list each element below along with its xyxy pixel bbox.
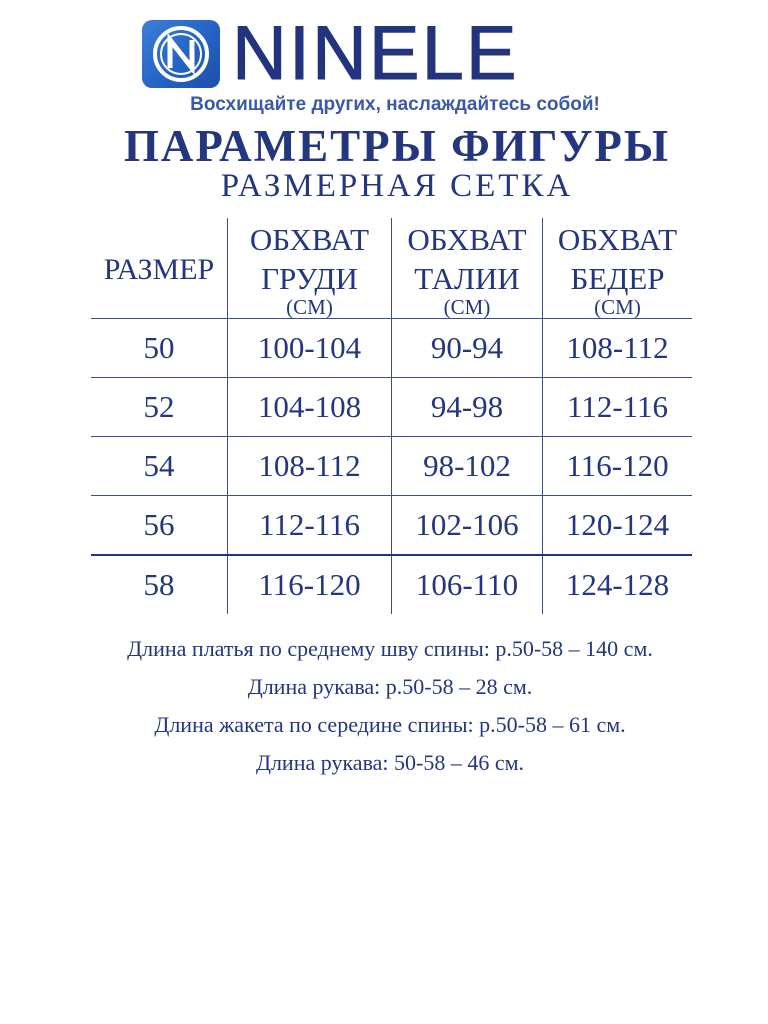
header-hips-line1: ОБХВАТ (557, 222, 678, 257)
brand-n-icon (142, 20, 220, 88)
cell-hips: 108-112 (543, 319, 693, 378)
header-chest-line1: ОБХВАТ (249, 222, 370, 257)
cell-chest: 108-112 (228, 437, 392, 496)
header-waist-line1: ОБХВАТ (407, 222, 527, 257)
note-dress-length: Длина платья по среднему шву спины: р.50-58 – 140 см. (127, 636, 653, 661)
logo (142, 11, 519, 96)
cell-hips: 124-128 (543, 555, 693, 614)
header-waist-unit: (СМ) (443, 295, 491, 319)
cell-size: 50 (91, 319, 228, 378)
cell-waist: 90-94 (392, 319, 543, 378)
size-chart-table (91, 218, 692, 614)
cell-chest: 116-120 (228, 555, 392, 614)
note-dress-sleeve-length: Длина рукава: р.50-58 – 28 см. (247, 674, 533, 699)
table-row (91, 378, 692, 437)
header-size (91, 218, 228, 319)
note-jacket-sleeve-length: Длина рукава: 50-58 – 46 см. (255, 750, 525, 775)
header-waist-line2: ТАЛИИ (414, 261, 520, 296)
table-row (91, 555, 692, 614)
cell-size: 52 (91, 378, 228, 437)
brand-name: NINELE (232, 11, 519, 96)
cell-hips: 120-124 (543, 496, 693, 556)
header-waist (392, 218, 543, 319)
cell-size: 54 (91, 437, 228, 496)
cell-chest: 112-116 (228, 496, 392, 556)
header-hips-line2: БЕДЕР (570, 261, 665, 296)
page-subtitle: РАЗМЕРНАЯ СЕТКА (220, 168, 574, 204)
cell-chest: 104-108 (228, 378, 392, 437)
header-hips-unit: (СМ) (594, 295, 641, 319)
cell-chest: 100-104 (228, 319, 392, 378)
header-chest-unit: (СМ) (286, 295, 333, 319)
note-jacket-length: Длина жакета по середине спины: р.50-58 – 61 см. (154, 712, 626, 737)
cell-size: 58 (143, 567, 175, 602)
header-hips (543, 218, 693, 319)
table-header-row (91, 218, 692, 319)
header-size-label: РАЗМЕР (103, 253, 215, 286)
table-row (91, 496, 692, 556)
brand-tagline: Восхищайте других, наслаждайтесь собой! (190, 94, 600, 115)
cell-hips: 112-116 (543, 378, 693, 437)
header-chest-line2: ГРУДИ (261, 261, 358, 296)
page-title: ПАРАМЕТРЫ ФИГУРЫ (123, 121, 671, 171)
cell-waist: 98-102 (392, 437, 543, 496)
cell-hips: 116-120 (543, 437, 693, 496)
table-row (91, 437, 692, 496)
cell-waist: 102-106 (392, 496, 543, 556)
cell-size: 56 (91, 496, 228, 556)
header-chest (228, 218, 392, 319)
table-row (91, 319, 692, 378)
cell-waist: 94-98 (392, 378, 543, 437)
cell-waist: 106-110 (392, 555, 543, 614)
measurement-notes (0, 630, 768, 782)
